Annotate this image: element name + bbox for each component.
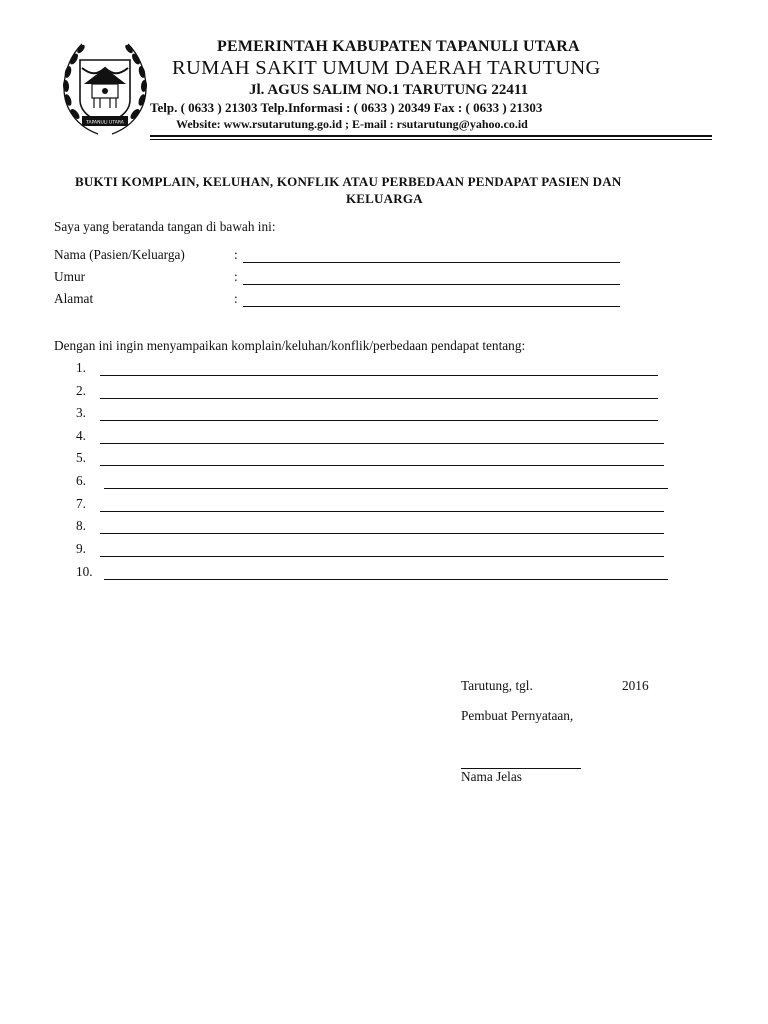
- item-number: 10.: [76, 564, 93, 579]
- name-fill-line[interactable]: [243, 262, 620, 263]
- complaint-line-2[interactable]: [100, 398, 658, 399]
- statement-maker-label: Pembuat Pernyataan,: [461, 708, 574, 723]
- address-fill-line[interactable]: [243, 306, 620, 307]
- complaint-line-7[interactable]: [100, 511, 664, 512]
- item-number: 2.: [76, 383, 86, 398]
- complaint-line-9[interactable]: [100, 556, 664, 557]
- item-number: 4.: [76, 428, 86, 443]
- item-number: 5.: [76, 450, 86, 465]
- item-number: 3.: [76, 405, 86, 420]
- clear-name-label: Nama Jelas: [461, 769, 522, 784]
- complaint-line-10[interactable]: [104, 579, 668, 580]
- item-number: 8.: [76, 518, 86, 533]
- hospital-phones: Telp. ( 0633 ) 21303 Telp.Informasi : ( 0633 ) 20349 Fax : ( 0633 ) 21303: [150, 100, 543, 115]
- complaint-intro: Dengan ini ingin menyampaikan komplain/keluhan/konflik/perbedaan pendapat tentang:: [54, 338, 526, 353]
- field-colon: :: [234, 247, 238, 262]
- letterhead-rule-thin: [150, 139, 712, 140]
- crest-ribbon-text: TAPANULI UTARA: [86, 120, 124, 126]
- complaint-line-5[interactable]: [100, 465, 664, 466]
- letterhead-rule-thick: [150, 135, 712, 137]
- form-title-line1: BUKTI KOMPLAIN, KELUHAN, KONFLIK ATAU PERBEDAAN PENDAPAT PASIEN DAN: [75, 174, 622, 189]
- complaint-line-8[interactable]: [100, 533, 664, 534]
- form-title-line2: KELUARGA: [346, 191, 423, 206]
- hospital-address: Jl. AGUS SALIM NO.1 TARUTUNG 22411: [249, 82, 529, 98]
- complaint-line-1[interactable]: [100, 375, 658, 376]
- item-number: 9.: [76, 541, 86, 556]
- regency-crest-logo: [58, 38, 152, 142]
- complaint-line-3[interactable]: [100, 420, 658, 421]
- age-fill-line[interactable]: [243, 284, 620, 285]
- complaint-line-6[interactable]: [104, 488, 668, 489]
- item-number: 1.: [76, 360, 86, 375]
- field-label-age: Umur: [54, 269, 86, 284]
- field-label-name: Nama (Pasien/Keluarga): [54, 247, 185, 262]
- item-number: 7.: [76, 496, 86, 511]
- hospital-name: RUMAH SAKIT UMUM DAERAH TARUTUNG: [172, 57, 601, 79]
- signature-year: 2016: [622, 678, 649, 693]
- complaint-line-4[interactable]: [100, 443, 664, 444]
- field-colon: :: [234, 291, 238, 306]
- place-date-label: Tarutung, tgl.: [461, 678, 533, 693]
- hospital-contact-web: Website: www.rsutarutung.go.id ; E-mail : rsutarutung@yahoo.co.id: [176, 117, 528, 131]
- field-colon: :: [234, 269, 238, 284]
- field-label-address: Alamat: [54, 291, 94, 306]
- intro-statement: Saya yang beratanda tangan di bawah ini:: [54, 219, 276, 234]
- government-name: PEMERINTAH KABUPATEN TAPANULI UTARA: [217, 38, 580, 55]
- item-number: 6.: [76, 473, 86, 488]
